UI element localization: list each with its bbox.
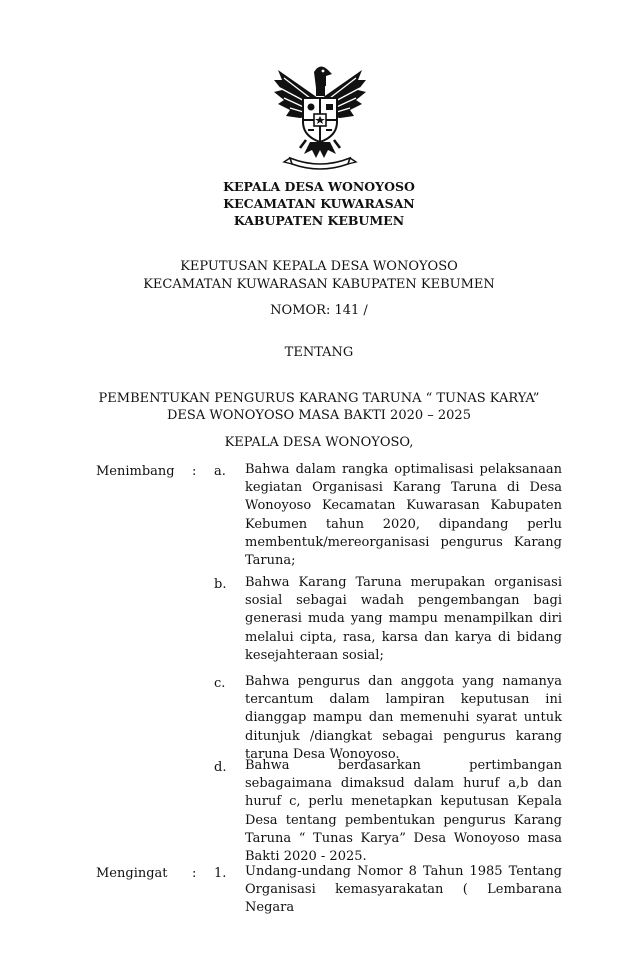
menimbang-item-b-mark: b. (214, 577, 227, 592)
decree-subject-line-1: PEMBENTUKAN PENGURUS KARANG TARUNA “ TUNAS KARYA” (98, 391, 540, 406)
decree-number: NOMOR: 141 / (270, 303, 368, 318)
mengingat-item-1-text: Undang-undang Nomor 8 Tahun 1985 Tentang Organisasi kemasyarakatan ( Lembarana Negara (245, 864, 562, 916)
menimbang-item-c-mark: c. (214, 676, 226, 691)
decree-about: TENTANG (284, 345, 354, 360)
header-line-1: KEPALA DESA WONOYOSO (223, 179, 415, 194)
garuda-emblem-icon (270, 58, 370, 170)
mengingat-colon: : (192, 866, 197, 881)
menimbang-colon: : (192, 464, 197, 479)
header-line-2: KECAMATAN KUWARASAN (223, 196, 415, 211)
decree-subject-line-2: DESA WONOYOSO MASA BAKTI 2020 – 2025 (167, 408, 471, 423)
menimbang-item-d-mark: d. (214, 760, 227, 775)
menimbang-item-a-text: Bahwa dalam rangka optimalisasi pelaksanaan kegiatan Organisasi Karang Taruna di Desa Wonoyoso Kecamatan Kuwarasan Kabupaten Kebumen tahun 2020, dipandang perlu membentuk/mereorganisasi pengurus Karang Taruna; (245, 462, 562, 569)
menimbang-item-a-mark: a. (214, 464, 226, 479)
mengingat-item-1-mark: 1. (214, 866, 227, 881)
menimbang-item-c-text: Bahwa pengurus dan anggota yang namanya tercantum dalam lampiran keputusan ini dianggap mampu dan memenuhi syarat untuk ditunjuk /diangkat sebagai pengurus karang taruna Desa Wonoyoso. (245, 674, 562, 762)
mengingat-label: Mengingat (96, 866, 168, 881)
menimbang-label: Menimbang (96, 464, 175, 479)
menimbang-item-b-text: Bahwa Karang Taruna merupakan organisasi sosial sebagai wadah pengembangan bagi generasi muda yang mampu menampilkan diri melalui cipta, rasa, karsa dan karya di bidang kesejahteraan sosial; (245, 575, 562, 663)
menimbang-item-d-text: Bahwa berdasarkan pertimbangan sebagaimana dimaksud dalam huruf a,b dan huruf c, perlu menetapkan keputusan Kepala Desa tentang pembentukan pengurus Karang Taruna “ Tunas Karya” Desa Wonoyoso masa Bakti 2020 - 2025. (245, 758, 562, 865)
decree-title-line-2: KECAMATAN KUWARASAN KABUPATEN KEBUMEN (143, 277, 495, 292)
decree-issuer: KEPALA DESA WONOYOSO, (224, 435, 414, 450)
decree-title-line-1: KEPUTUSAN KEPALA DESA WONOYOSO (180, 259, 458, 274)
header-line-3: KABUPATEN KEBUMEN (233, 213, 405, 228)
